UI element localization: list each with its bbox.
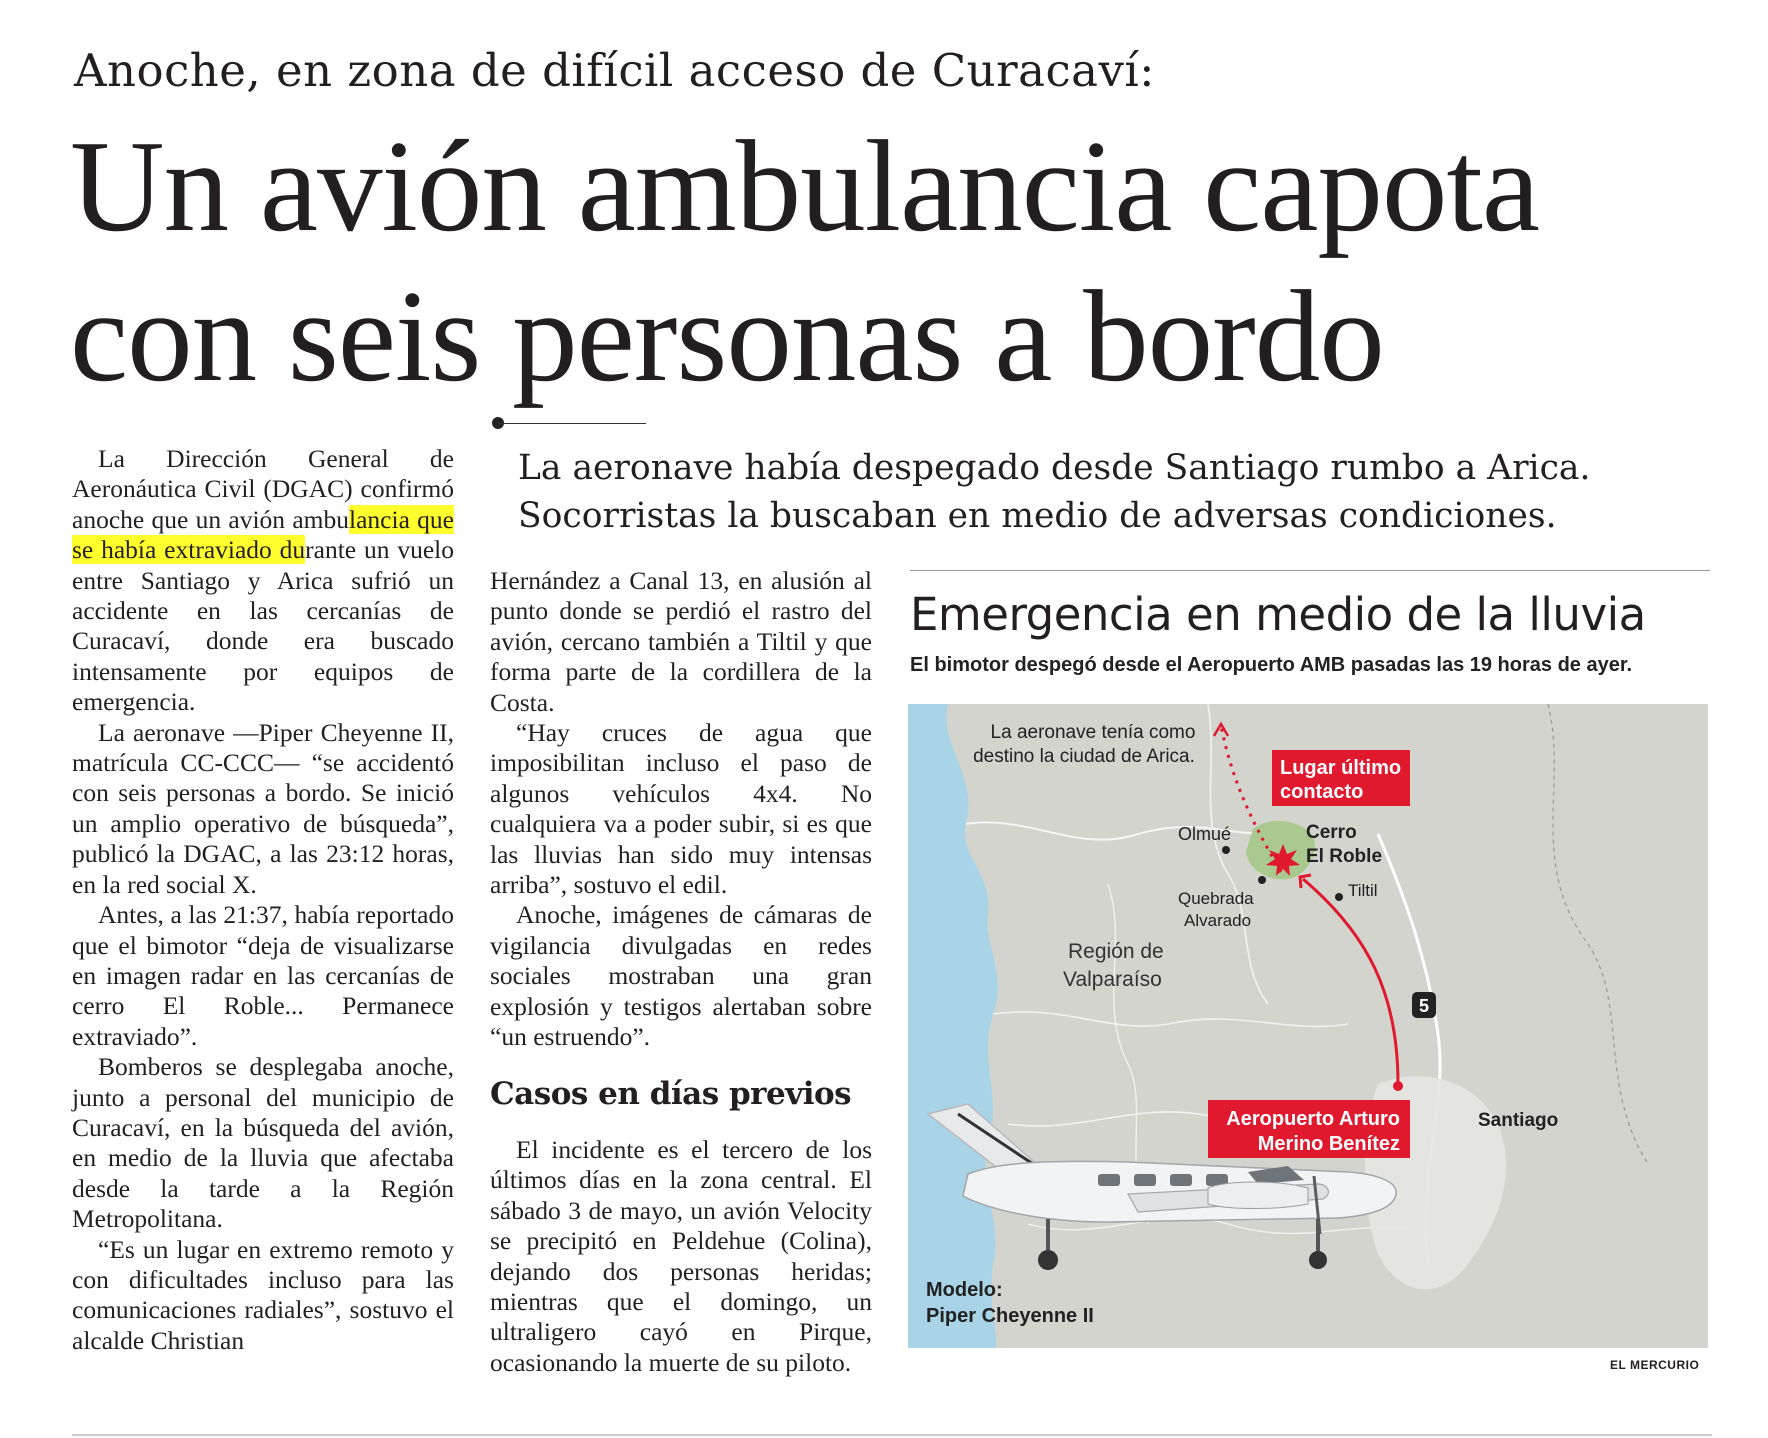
model-label: Modelo:	[926, 1279, 1003, 1301]
tiltil-dot	[1335, 893, 1343, 901]
paragraph: La aeronave —Piper Cheyenne II, matrícula CC-CCC— “se accidentó con seis personas a bordo. Se inició un amplio operativo de búsqueda”, publicó la DGAC, a las 23:12 horas, en la red social X.	[72, 717, 454, 899]
infographic-caption: El bimotor despegó desde el Aeropuerto AMB pasadas las 19 horas de ayer.	[910, 654, 1633, 676]
paragraph: Bomberos se desplegaba anoche, junto a personal del municipio de Curacaví, en la búsqueda del avión, en medio de la lluvia que afectaba desde la tarde a la Región Metropolitana.	[72, 1052, 454, 1234]
quebrada-label-2: Alvarado	[1184, 911, 1252, 930]
article-headline	[70, 112, 1710, 412]
paragraph-text: rante un vuelo entre Santiago y Arica sufrió un accidente en las cercanías de Curacaví, donde era buscado intensamente por equipos de emergencia.	[72, 535, 454, 717]
quebrada-label-1: Quebrada	[1178, 889, 1254, 908]
olmue-dot	[1222, 846, 1230, 854]
airport-label-2: Merino Benítez	[1257, 1133, 1400, 1155]
model-name: Piper Cheyenne II	[926, 1305, 1094, 1327]
photo-credit: EL MERCURIO	[1610, 1358, 1700, 1372]
last-contact-label-1: Lugar último	[1280, 757, 1402, 779]
region-label-1: Región de	[1068, 940, 1164, 963]
page-bottom-rule	[72, 1434, 1712, 1436]
paragraph: Antes, a las 21:37, había reportado que el bimotor “deja de visualizarse en imagen radar en las cercanías de cerro El Roble... Permanece extraviado”.	[72, 900, 454, 1051]
quebrada-dot	[1258, 876, 1266, 884]
infographic-title: Emergencia en medio de la lluvia	[910, 588, 1646, 641]
santiago-label: Santiago	[1478, 1110, 1559, 1131]
headline-line-1: Un avión ambulancia capota	[70, 114, 1539, 259]
destination-label-1: La aeronave tenía como	[990, 722, 1196, 743]
paragraph: El incidente es el tercero de los últimos días en la zona central. El sábado 3 de mayo, un avión Velocity se precipitó en Peldehue (Colina), dejando dos personas heridas; mientras que el domingo, un ultraligero cayó en Pirque, ocasionando la muerte de su piloto.	[490, 1134, 872, 1377]
paragraph-text: La Dirección General de Aeronáutica Civil (DGAC) confirmó anoche que un avión ambu	[72, 444, 454, 534]
subhead-line-2: Socorristas la buscaban en medio de adversas condiciones.	[518, 496, 1557, 536]
infographic-rule	[910, 570, 1710, 571]
last-contact-label-2: contacto	[1280, 781, 1364, 803]
route-5-label: 5	[1418, 996, 1430, 1016]
tiltil-label: Tiltil	[1348, 881, 1378, 900]
paragraph: Hernández a Canal 13, en alusión al punto donde se perdió el rastro del avión, cercano también a Tiltil y que forma parte de la cordillera de la Costa.	[490, 566, 872, 717]
body-column-2	[490, 566, 872, 1378]
article-kicker: Anoche, en zona de difícil acceso de Curacaví:	[74, 44, 1155, 97]
airport-marker	[1393, 1081, 1403, 1091]
paragraph	[72, 444, 454, 718]
destination-label-2: destino la ciudad de Arica.	[973, 746, 1195, 767]
paragraph: “Es un lugar en extremo remoto y con dificultades incluso para las comunicaciones radiales”, sostuvo el alcalde Christian	[72, 1234, 454, 1355]
subhead-line-1: La aeronave había despegado desde Santiago rumbo a Arica.	[518, 448, 1591, 488]
highlighted-text: lancia que se había extraviado du	[72, 504, 455, 565]
map-graphic	[908, 704, 1708, 1348]
cerro-label-1: Cerro	[1306, 822, 1357, 843]
section-heading: Casos en días previos	[490, 1075, 852, 1112]
airport-label-1: Aeropuerto Arturo	[1226, 1108, 1400, 1130]
cerro-label-2: El Roble	[1306, 846, 1383, 867]
paragraph: “Hay cruces de agua que imposibilitan incluso el paso de algunos vehículos 4x4. No cualquiera va a poder subir, si es que las lluvias han sido muy intensas arriba”, sostuvo el edil.	[490, 718, 872, 900]
olmue-label: Olmué	[1178, 824, 1232, 844]
subhead-rule	[498, 423, 646, 424]
body-column-1	[72, 444, 454, 1356]
region-label-2: Valparaíso	[1063, 968, 1162, 991]
paragraph: Anoche, imágenes de cámaras de vigilancia divulgadas en redes sociales mostraban una gran explosión y testigos alertaban sobre “un estruendo”.	[490, 900, 872, 1052]
article-subhead	[518, 444, 1718, 540]
headline-line-2: con seis personas a bordo	[70, 264, 1384, 409]
